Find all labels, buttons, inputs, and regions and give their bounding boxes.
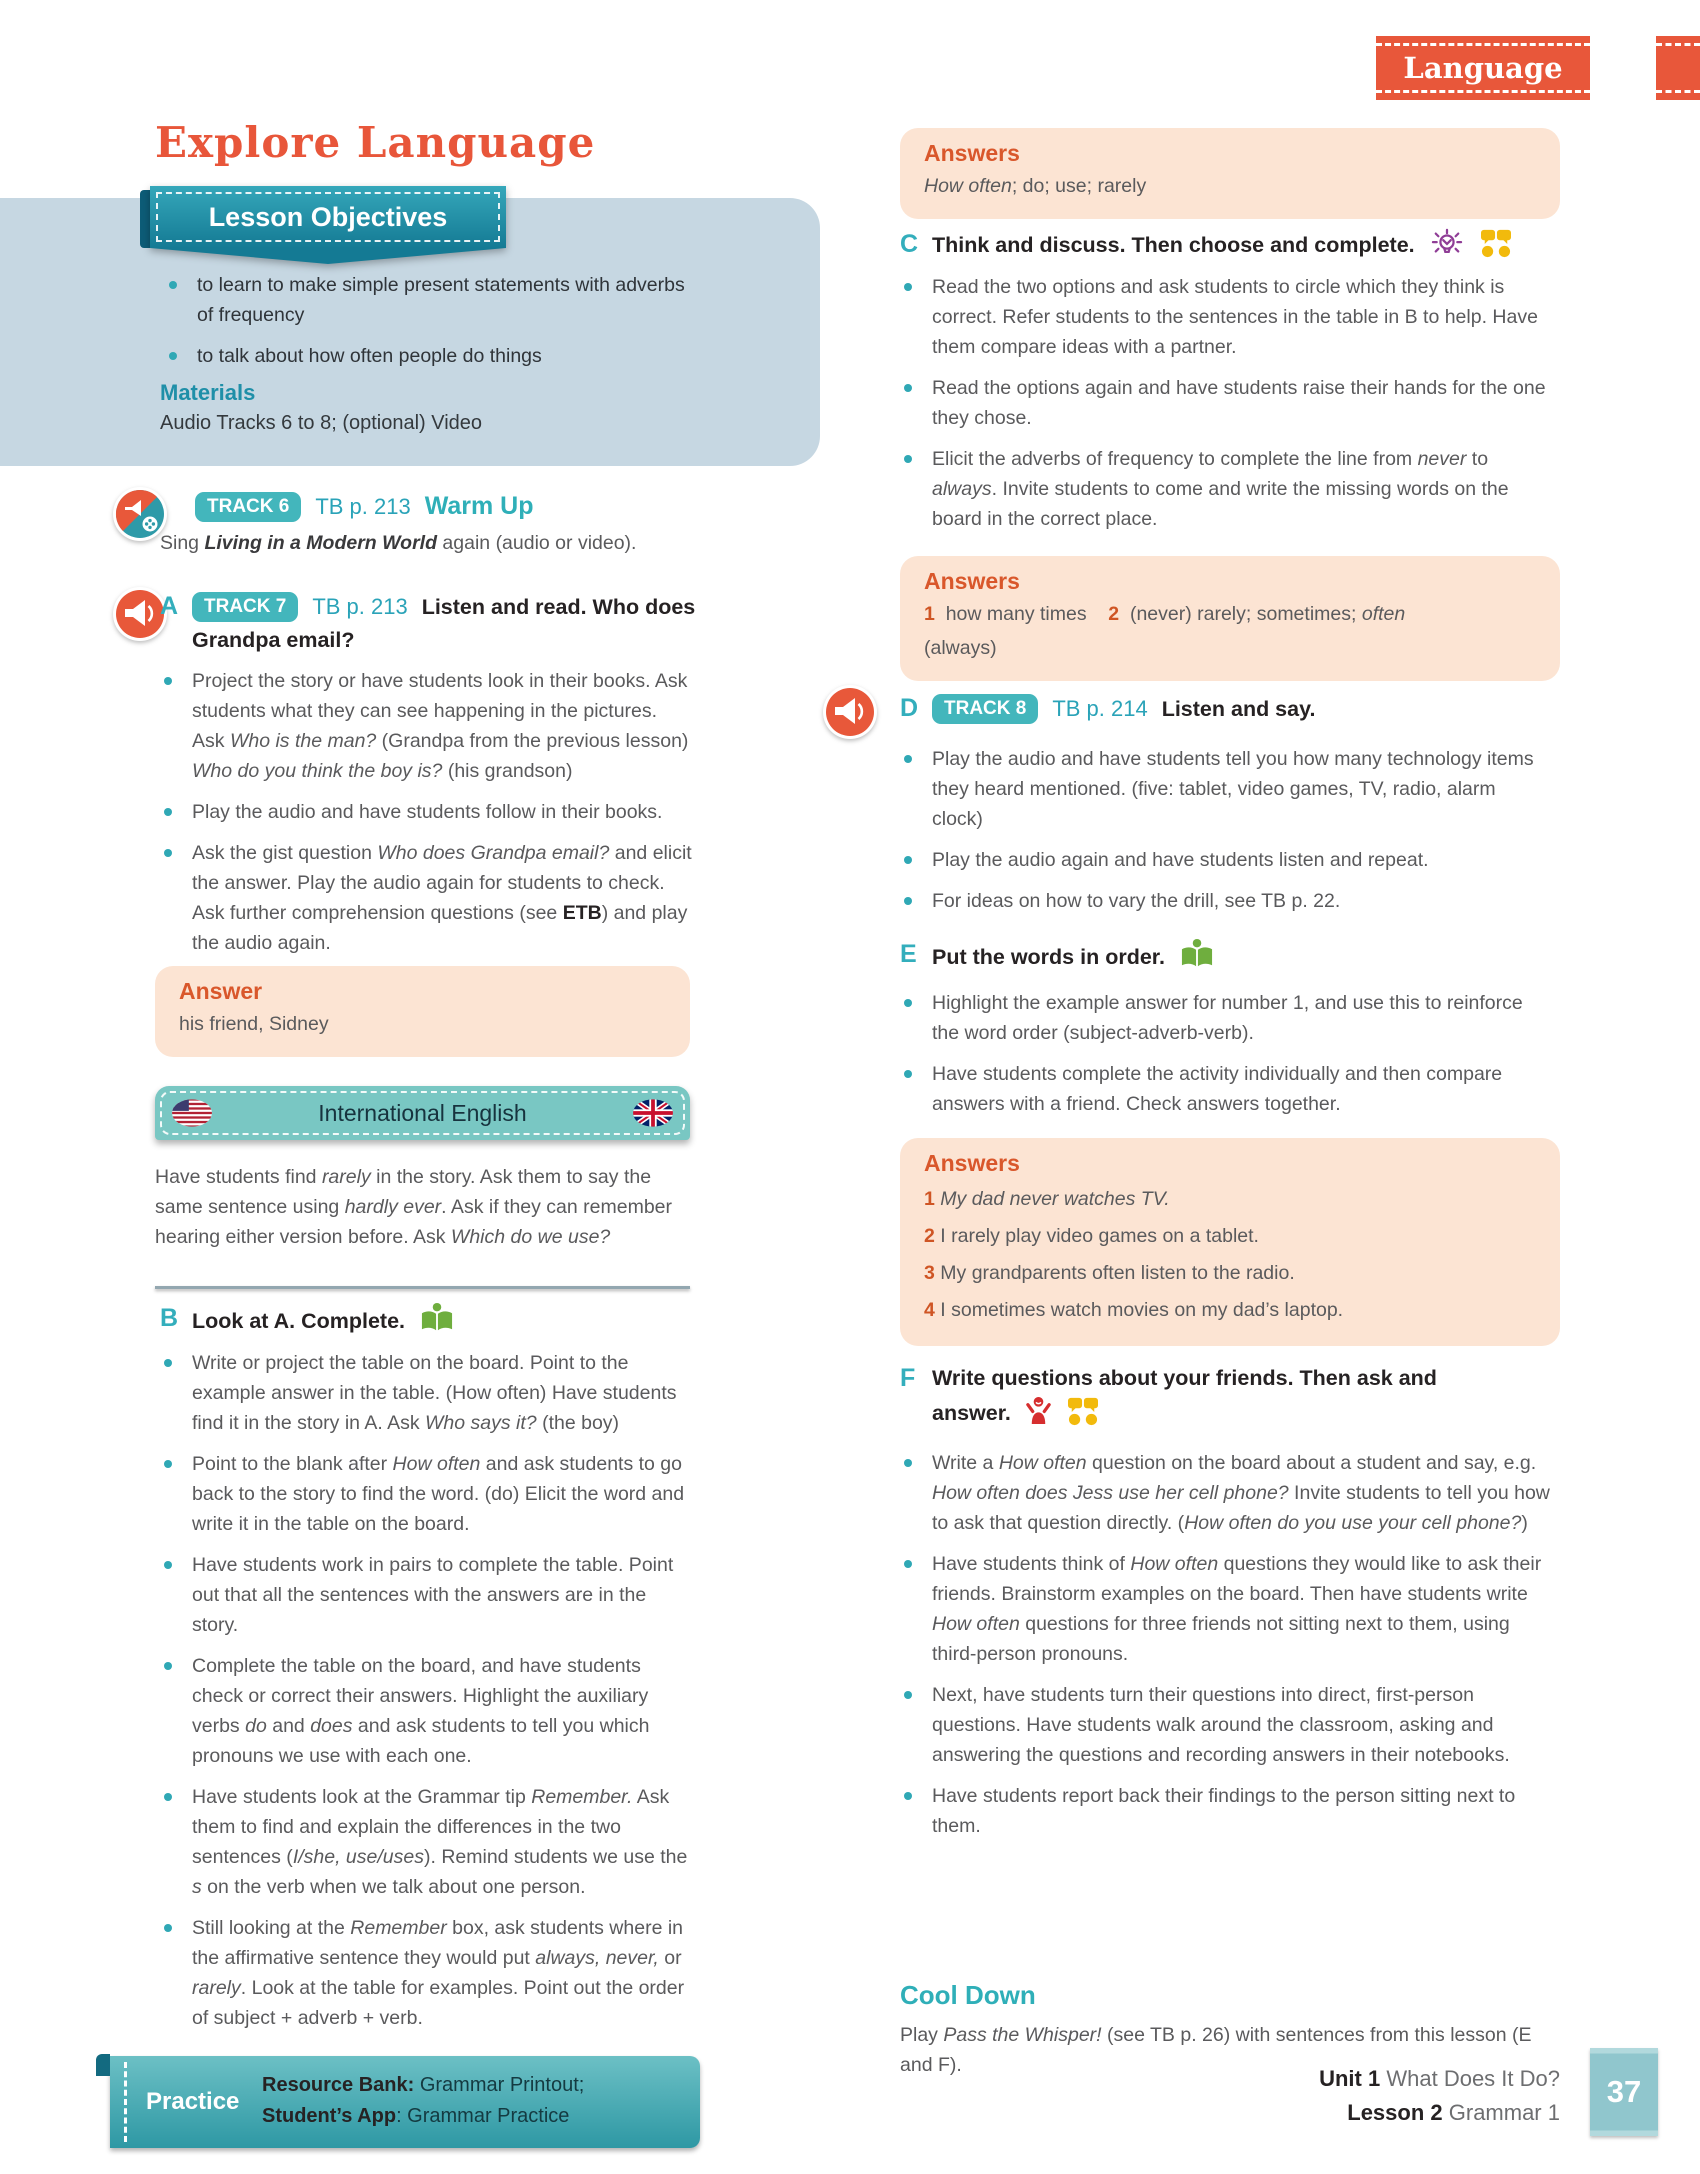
objectives-list <box>165 270 695 382</box>
footer-unit-title: What Does It Do? <box>1386 2066 1560 2091</box>
answers-text: 1 My dad never watches TV. <box>924 1188 1170 1210</box>
tb-reference: TB p. 214 <box>1052 696 1148 721</box>
footer-unit-lesson <box>1160 2062 1560 2130</box>
section-letter: A <box>160 592 179 620</box>
answers-text: How often; do; use; rarely <box>924 175 1147 197</box>
answer-text: his friend, Sidney <box>179 1013 329 1035</box>
section-title: Look at A. Complete. <box>192 1309 406 1333</box>
bullet-item: Play the audio again and have students listen and repeat. <box>900 845 1550 875</box>
cool-down-text: Play Pass the Whisper! (see TB p. 26) with sentences from this lesson (E and F). <box>900 2024 1532 2076</box>
bullet-item: Elicit the adverbs of frequency to complete the line from never to always. Invite students to come and write the missing words on the board in the correct place. <box>900 444 1550 534</box>
bullet-item: Have students work in pairs to complete the table. Point out that all the sentences with the answers are in the story. <box>160 1550 692 1640</box>
bullet-item: Still looking at the Remember box, ask students where in the affirmative sentence they would put always, never, or rarely. Look at the table for examples. Point out the order of subject + adverb + verb. <box>160 1913 692 2033</box>
warm-up-title: Warm Up <box>424 492 534 520</box>
cheering-person-icon <box>1025 1395 1052 1436</box>
objective-item: to learn to make simple present statements with adverbs of frequency <box>165 270 695 330</box>
section-f-bullets <box>900 1448 1550 1852</box>
section-title: Listen and say. <box>1161 697 1316 721</box>
language-tab <box>1376 36 1590 100</box>
language-tab-label: Language <box>1403 51 1563 85</box>
section-d-bullets <box>900 744 1550 927</box>
practice-line: Resource Bank: Grammar Printout; <box>262 2074 585 2096</box>
explore-language-heading: Explore Language <box>155 118 596 167</box>
section-b <box>160 1302 700 1344</box>
bullet-item: Have students think of How often questions they would like to ask their friends. Brainstorm examples on the board. Then have students write How often questions for three friends not sitting next to them, using third-person pronouns. <box>900 1549 1550 1669</box>
section-divider <box>155 1286 690 1289</box>
section-c-bullets <box>900 272 1550 545</box>
section-title: Put the words in order. <box>932 945 1165 969</box>
track-badge: TRACK 7 <box>192 592 298 622</box>
bullet-item: Play the audio and have students follow in their books. <box>160 797 692 827</box>
answers-title: Answers <box>924 1150 1020 1176</box>
bullet-item: Have students report back their findings to the person sitting next to them. <box>900 1781 1550 1841</box>
speech-group-icon <box>1479 228 1513 268</box>
section-f <box>900 1362 1512 1436</box>
answers-box-e <box>900 1138 1560 1346</box>
practice-label: Practice <box>146 2088 240 2115</box>
materials-label: Materials <box>160 380 256 405</box>
language-tab-inner <box>1376 43 1590 93</box>
answers-title: Answers <box>924 140 1020 166</box>
bullet-item: Highlight the example answer for number 1, and use this to reinforce the word order (subject-adverb-verb). <box>900 988 1550 1048</box>
answers-text: 4 I sometimes watch movies on my dad’s laptop. <box>924 1299 1344 1321</box>
answer-box <box>155 966 690 1057</box>
footer-lesson-title: Grammar 1 <box>1448 2100 1560 2125</box>
bullet-item: For ideas on how to vary the drill, see TB p. 22. <box>900 886 1550 916</box>
answers-text: (always) <box>924 637 997 659</box>
answers-title: Answers <box>924 568 1020 594</box>
bullet-item: Read the two options and ask students to circle which they think is correct. Refer students to the sentences in the table in B to help. Have them compare ideas with a partner. <box>900 272 1550 362</box>
bullet-item: Write a How often question on the board about a student and say, e.g. How often does Jess use her cell phone? Invite students to tell you how to ask that question directly. (How often do you use your cell phone?) <box>900 1448 1550 1538</box>
bullet-item: Ask the gist question Who does Grandpa email? and elicit the answer. Play the audio again for students to check. Ask further comprehension questions (see ETB) and play the audio again. <box>160 838 692 958</box>
answers-text: 3 My grandparents often listen to the radio. <box>924 1262 1295 1284</box>
bullet-item: Play the audio and have students tell you how many technology items they heard mentioned. (five: tablet, video games, TV, radio, alarm clock) <box>900 744 1550 834</box>
answer-box-title: Answer <box>179 978 263 1004</box>
international-english-banner <box>155 1086 690 1140</box>
section-e <box>900 938 1540 980</box>
section-letter: B <box>160 1304 179 1332</box>
cool-down-title: Cool Down <box>900 1980 1036 2010</box>
section-title: Write questions about your friends. Then ask and answer. <box>932 1366 1437 1425</box>
track-badge: TRACK 6 <box>195 492 301 522</box>
bullet-item: Project the story or have students look in their books. Ask students what they can see happening in the pictures. Ask Who is the man? (Grandpa from the previous lesson) Who do you think the boy is? (his grandson) <box>160 666 692 786</box>
book-reader-icon <box>419 1302 455 1344</box>
answers-text: 2 I rarely play video games on a tablet. <box>924 1225 1259 1247</box>
international-english-title: International English <box>318 1099 527 1126</box>
bullet-item: Have students complete the activity individually and then compare answers with a friend. Check answers together. <box>900 1059 1550 1119</box>
bullet-item: Write or project the table on the board. Point to the example answer in the table. (How often) Have students find it in the story in A. Ask Who says it? (the boy) <box>160 1348 692 1438</box>
section-title: Think and discuss. Then choose and complete. <box>932 233 1415 257</box>
lesson-objectives-title: Lesson Objectives <box>208 201 448 232</box>
bullet-item: Next, have students turn their questions into direct, first-person questions. Have students walk around the classroom, asking and answering the questions and recording answers in their notebooks. <box>900 1680 1550 1770</box>
section-e-bullets <box>900 988 1550 1130</box>
tb-reference: TB p. 213 <box>312 594 408 619</box>
section-letter: D <box>900 694 919 722</box>
section-letter: F <box>900 1364 916 1392</box>
section-letter: C <box>900 230 919 258</box>
warm-up-text: Sing Living in a Modern World again (audio or video). <box>160 532 637 554</box>
bullet-item: Have students look at the Grammar tip Remember. Ask them to find and explain the differences in the two sentences (I/she, use/uses). Remind students we use the s on the verb when we talk about one person. <box>160 1782 692 1902</box>
track-badge: TRACK 8 <box>932 694 1038 724</box>
tb-reference: TB p. 213 <box>315 494 411 519</box>
lesson-objectives-ribbon <box>150 186 506 264</box>
audio-icon <box>822 684 878 740</box>
book-reader-icon <box>1179 938 1215 980</box>
international-english-paragraph: Have students find rarely in the story. Ask them to say the same sentence using hardly ever. Ask if they can remember hearing either version before. Ask Which do we use? <box>155 1166 673 1248</box>
warm-up-section <box>160 492 715 558</box>
bullet-item: Read the options again and have students raise their hands for the one they chose. <box>900 373 1550 433</box>
answers-box-c-table <box>900 128 1560 219</box>
page-number-tab: 37 <box>1590 2048 1658 2136</box>
edge-bookmark-ribbon <box>1656 36 1700 100</box>
bullet-item: Point to the blank after How often and ask students to go back to the story to find the word. (do) Elicit the word and write it in the table on the board. <box>160 1449 692 1539</box>
section-title: Listen and read. Who does Grandpa email? <box>192 595 696 652</box>
practice-banner <box>110 2056 700 2148</box>
section-d <box>900 692 1540 726</box>
practice-line: Student’s App: Grammar Practice <box>262 2105 570 2127</box>
section-a-bullets <box>160 666 692 969</box>
footer-unit-label: Unit 1 <box>1319 2066 1381 2091</box>
materials-text: Audio Tracks 6 to 8; (optional) Video <box>160 412 483 434</box>
section-c <box>900 228 1540 268</box>
speech-group-icon <box>1066 1396 1100 1436</box>
answers-text: 1 how many times 2 (never) rarely; sometimes; often <box>924 603 1406 625</box>
section-letter: E <box>900 940 917 968</box>
lightbulb-icon <box>1429 228 1465 268</box>
bullet-item: Complete the table on the board, and have students check or correct their answers. Highlight the auxiliary verbs do and does and ask students to tell you which pronouns we use with each one. <box>160 1651 692 1771</box>
objective-item: to talk about how often people do things <box>165 341 695 371</box>
answers-box-c <box>900 556 1560 681</box>
section-a <box>160 590 700 657</box>
section-b-bullets <box>160 1348 692 2044</box>
footer-lesson-label: Lesson 2 <box>1347 2100 1443 2125</box>
